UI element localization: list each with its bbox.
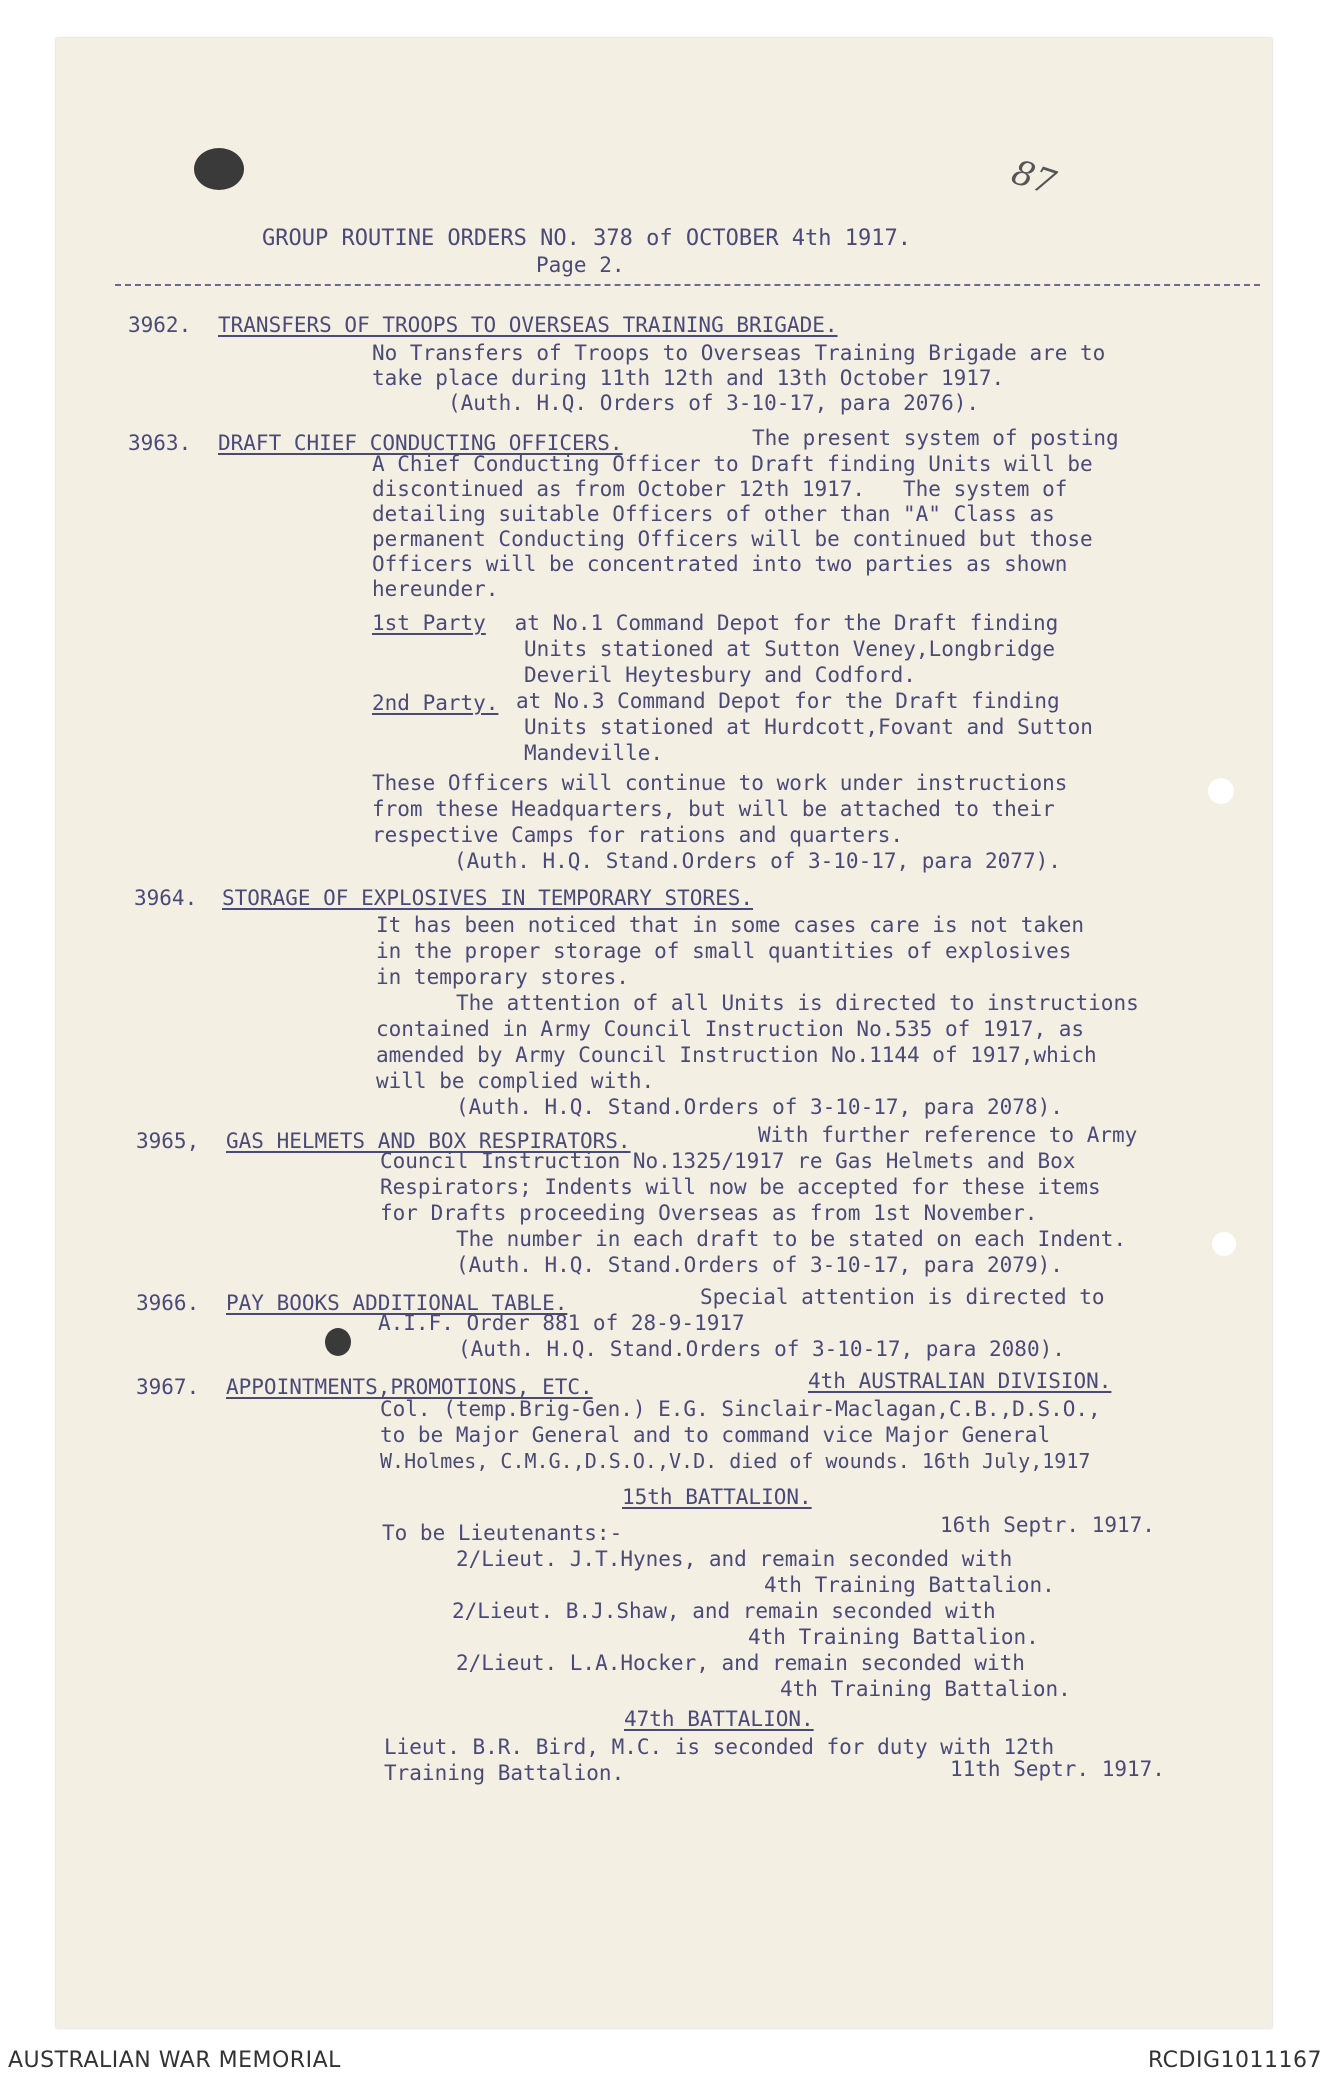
appointment-line: Lieut. B.R. Bird, M.C. is seconded for duty with 12th [384,1735,1055,1759]
order-line: It has been noticed that in some cases care is not taken [376,913,1085,937]
battalion-date: 16th Septr. 1917. [940,1513,1155,1537]
appointment-line: 4th Training Battalion. [748,1625,1039,1649]
battalion-heading: 47th BATTALION. [624,1707,814,1731]
order-lead: The present system of posting [752,426,1119,450]
appointment-line: 4th Training Battalion. [780,1677,1071,1701]
order-line: discontinued as from October 12th 1917. The system of [372,477,1068,501]
party-line: at No.3 Command Depot for the Draft finding [516,689,1060,713]
order-heading: GAS HELMETS AND BOX RESPIRATORS. [226,1129,631,1153]
order-line: take place during 11th 12th and 13th October 1917. [372,366,1005,390]
footer-reference: RCDIG1011167 [1147,2048,1322,2073]
order-heading: APPOINTMENTS,PROMOTIONS, ETC. [226,1375,593,1399]
order-authority: (Auth. H.Q. Stand.Orders of 3-10-17, para 2080). [458,1337,1065,1361]
order-line: A.I.F. Order 881 of 28-9-1917 [378,1311,745,1335]
appointment-line: 4th Training Battalion. [764,1573,1055,1597]
battalion-heading: 15th BATTALION. [622,1485,812,1509]
order-authority: (Auth. H.Q. Stand.Orders of 3-10-17, para 2077). [454,849,1061,873]
party-line: Units stationed at Hurdcott,Fovant and Sutton [524,715,1093,739]
order-line: amended by Army Council Instruction No.1144 of 1917,which [376,1043,1097,1067]
appointment-line: 2/Lieut. J.T.Hynes, and remain seconded with [456,1547,1013,1571]
order-line: W.Holmes, C.M.G.,D.S.O.,V.D. died of wounds. 16th July,1917 [380,1449,1091,1473]
order-heading: PAY BOOKS ADDITIONAL TABLE. [226,1291,568,1315]
document-title: GROUP ROUTINE ORDERS NO. 378 of OCTOBER 4th 1917. [262,226,912,251]
page-number: Page 2. [536,253,625,277]
order-number: 3965, [136,1129,200,1153]
order-number: 3963. [128,431,192,455]
order-lead: Special attention is directed to [700,1285,1105,1309]
order-line: in temporary stores. [376,965,629,989]
order-number: 3964. [134,886,198,910]
order-heading: DRAFT CHIEF CONDUCTING OFFICERS. [218,431,623,455]
order-line: from these Headquarters, but will be attached to their [372,797,1055,821]
party-line: at No.1 Command Depot for the Draft finding [502,611,1059,635]
order-line: Council Instruction No.1325/1917 re Gas Helmets and Box [380,1149,1076,1173]
punch-hole [1212,1232,1236,1256]
order-line: detailing suitable Officers of other than "A" Class as [372,502,1055,526]
order-line: The number in each draft to be stated on each Indent. [456,1227,1127,1251]
order-line: Respirators; Indents will now be accepted for these items [380,1175,1101,1199]
order-number: 3967. [136,1375,200,1399]
party-line: Mandeville. [524,741,664,765]
party-label: 1st Party [372,611,486,635]
order-number: 3962. [128,313,192,337]
footer-institution: AUSTRALIAN WAR MEMORIAL [8,2048,341,2073]
header-divider [115,284,1260,286]
order-line: These Officers will continue to work under instructions [372,771,1068,795]
order-line: will be complied with. [376,1069,655,1093]
order-line: A Chief Conducting Officer to Draft finding Units will be [372,452,1093,476]
order-line: Col. (temp.Brig-Gen.) E.G. Sinclair-Maclagan,C.B.,D.S.O., [380,1397,1101,1421]
battalion-date: 11th Septr. 1917. [950,1757,1165,1781]
ink-blot [194,148,244,190]
appointment-line: 2/Lieut. B.J.Shaw, and remain seconded with [452,1599,996,1623]
order-authority: (Auth. H.Q. Stand.Orders of 3-10-17, para 2079). [456,1253,1063,1277]
battalion-intro: To be Lieutenants:- [382,1521,623,1545]
order-line: to be Major General and to command vice Major General [380,1423,1051,1447]
order-authority: (Auth. H.Q. Stand.Orders of 3-10-17, para 2078). [456,1095,1063,1119]
order-heading: TRANSFERS OF TROOPS TO OVERSEAS TRAINING BRIGADE. [218,313,838,337]
order-lead: With further reference to Army [758,1123,1138,1147]
ink-blot [325,1328,351,1356]
order-line: The attention of all Units is directed to instructions [456,991,1139,1015]
order-line: No Transfers of Troops to Overseas Training Brigade are to [372,341,1106,365]
order-authority: (Auth. H.Q. Orders of 3-10-17, para 2076). [448,391,980,415]
order-line: in the proper storage of small quantities of explosives [376,939,1072,963]
party-line: Deveril Heytesbury and Codford. [524,663,916,687]
order-number: 3966. [136,1291,200,1315]
appointment-line: Training Battalion. [384,1761,625,1785]
party-label: 2nd Party. [372,691,499,715]
order-line: Officers will be concentrated into two parties as shown [372,552,1068,576]
division-heading: 4th AUSTRALIAN DIVISION. [808,1369,1112,1393]
order-line: for Drafts proceeding Overseas as from 1st November. [380,1201,1038,1225]
order-line: contained in Army Council Instruction No.535 of 1917, as [376,1017,1085,1041]
punch-hole [1208,778,1234,804]
party-line: Units stationed at Sutton Veney,Longbridge [524,637,1056,661]
order-heading: STORAGE OF EXPLOSIVES IN TEMPORARY STORES. [222,886,754,910]
folio-mark: 87 [1006,152,1061,204]
order-line: respective Camps for rations and quarters. [372,823,904,847]
order-line: hereunder. [372,577,499,601]
appointment-line: 2/Lieut. L.A.Hocker, and remain seconded with [456,1651,1025,1675]
order-line: permanent Conducting Officers will be continued but those [372,527,1093,551]
